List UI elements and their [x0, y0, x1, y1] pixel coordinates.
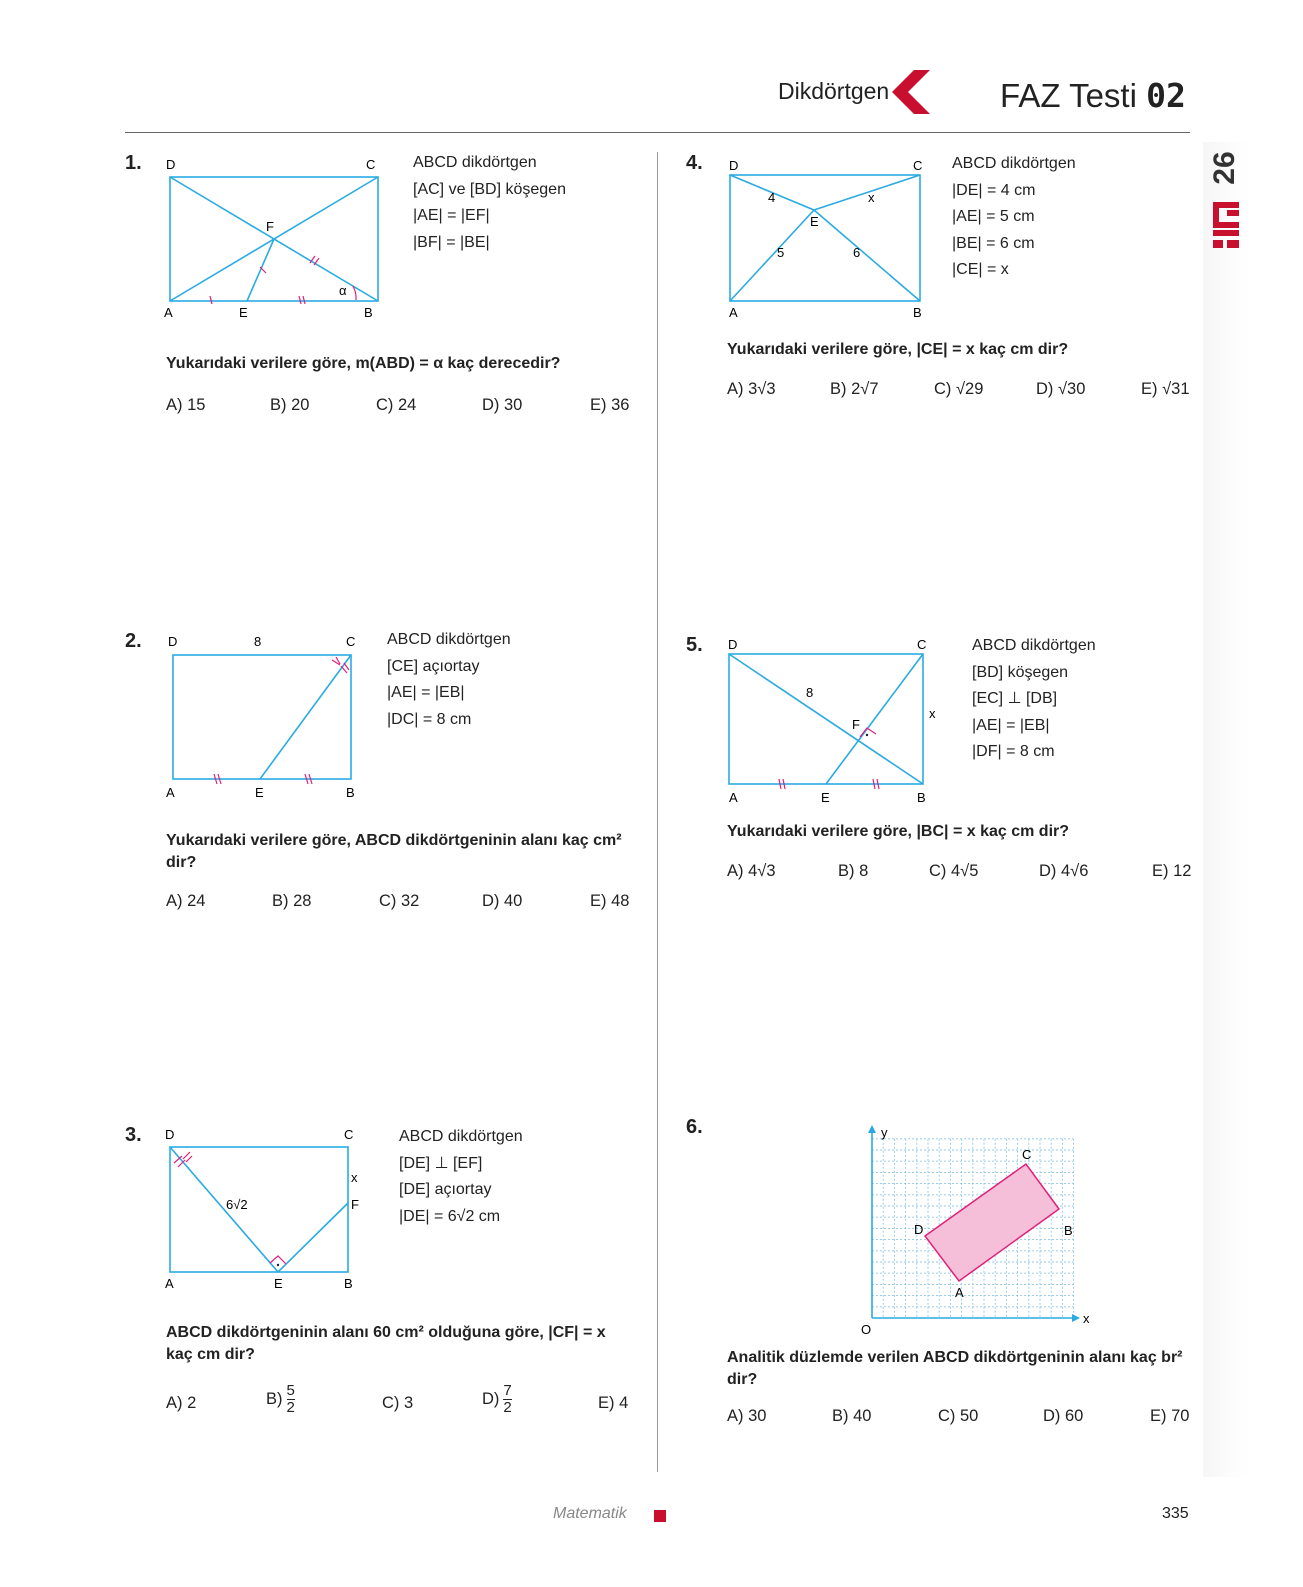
footer-square-icon	[654, 1510, 666, 1522]
option-d[interactable]: D) 30	[482, 396, 523, 414]
label-C: C	[913, 158, 923, 173]
given-item: ABCD dikdörtgen	[413, 154, 537, 171]
label-dc: 8	[254, 634, 262, 649]
label-x: x	[868, 190, 875, 205]
question-number: 5.	[686, 634, 703, 656]
header-chevron-icon	[890, 68, 932, 116]
label-B: B	[346, 785, 355, 800]
label-A: A	[729, 305, 738, 320]
figure-q6	[850, 1120, 1100, 1340]
test-prefix: FAZ Testi	[1000, 77, 1137, 114]
label-de: 6√2	[226, 1197, 248, 1212]
question-number: 4.	[686, 152, 703, 174]
given-item: [DE] ⊥ [EF]	[399, 1154, 483, 1172]
option-d[interactable]: D) √30	[1036, 380, 1086, 398]
given-item: [EC] ⊥ [DB]	[972, 690, 1058, 707]
label-df: 8	[806, 685, 814, 700]
figure-q4	[720, 152, 940, 324]
label-D: D	[728, 637, 738, 652]
given-item: |AE| = |EB|	[972, 716, 1050, 734]
given-list	[387, 627, 511, 733]
option-c[interactable]: C) 3	[382, 1394, 414, 1412]
given-item: |BF| = |BE|	[413, 233, 490, 251]
question-text: Yukarıdaki verilere göre, |CE| = x kaç cm dir?	[727, 341, 1069, 358]
given-item: |AE| = |EB|	[387, 684, 465, 701]
option-c[interactable]: C) 50	[938, 1407, 979, 1425]
label-be: 6	[853, 245, 861, 260]
given-item: ABCD dikdörtgen	[387, 631, 511, 648]
figure-q2	[160, 630, 380, 805]
option-d[interactable]: D) $\frac{7}{2}$	[482, 1382, 512, 1416]
given-item: [AC] ve [BD] köşegen	[413, 180, 566, 198]
option-e[interactable]: E) 48	[590, 892, 630, 910]
page-number: 335	[1162, 1505, 1189, 1522]
label-B: B	[913, 305, 922, 320]
given-item: |AE| = 5 cm	[952, 208, 1035, 225]
label-ae: 5	[777, 245, 785, 260]
label-B: B	[917, 790, 926, 805]
header-divider	[125, 132, 1190, 133]
option-b[interactable]: B) 40	[832, 1407, 872, 1425]
label-E: E	[239, 305, 248, 320]
label-x: x	[929, 706, 936, 721]
label-B: B	[364, 305, 373, 320]
label-F: F	[351, 1197, 359, 1212]
footer-subject: Matematik	[553, 1505, 627, 1522]
label-C: C	[366, 157, 376, 172]
option-a[interactable]: A) 15	[166, 396, 206, 414]
label-E: E	[821, 790, 830, 805]
label-E: E	[810, 214, 819, 229]
given-list	[972, 633, 1096, 766]
given-list	[399, 1124, 523, 1230]
given-item: |DE| = 4 cm	[952, 181, 1036, 199]
given-item: ABCD dikdörtgen	[972, 637, 1096, 654]
question-text: Analitik düzlemde verilen ABCD dikdörtgeninin alanı kaç br² dir?	[727, 1349, 1183, 1388]
label-alpha: α	[339, 283, 347, 298]
header-test-title	[1000, 76, 1186, 115]
test-number: 02	[1146, 76, 1186, 115]
option-a[interactable]: A) 4√3	[727, 862, 776, 880]
given-item: ABCD dikdörtgen	[952, 155, 1076, 172]
label-x: x	[1083, 1311, 1090, 1326]
question-number: 1.	[125, 152, 142, 174]
label-y: y	[881, 1125, 888, 1140]
option-a[interactable]: A) 3√3	[727, 380, 776, 398]
option-c[interactable]: C) 4√5	[929, 862, 979, 880]
option-d[interactable]: D) 40	[482, 892, 523, 910]
given-list	[413, 150, 566, 256]
option-d[interactable]: D) 4√6	[1039, 862, 1089, 880]
page-badge: 26	[1208, 151, 1241, 185]
label-D: D	[165, 1127, 175, 1142]
question-number: 6.	[686, 1116, 703, 1138]
label-C: C	[344, 1127, 354, 1142]
label-B: B	[344, 1276, 353, 1291]
given-item: |CE| = x	[952, 261, 1009, 278]
figure-q5	[720, 632, 950, 810]
label-A: A	[955, 1285, 964, 1300]
option-a[interactable]: A) 2	[166, 1394, 197, 1412]
column-divider	[657, 152, 658, 1472]
header-topic: Dikdörtgen	[778, 78, 890, 104]
faz-logo-icon	[1211, 200, 1241, 250]
option-e[interactable]: E) 70	[1150, 1407, 1190, 1425]
given-item: ABCD dikdörtgen	[399, 1128, 523, 1145]
option-b[interactable]: B) 8	[838, 862, 869, 880]
option-c[interactable]: C) 32	[379, 892, 420, 910]
question-text: Yukarıdaki verilere göre, m(ABD) = α kaç derecedir?	[166, 355, 561, 372]
label-E: E	[274, 1276, 283, 1291]
side-strip	[1203, 142, 1250, 1477]
label-A: A	[164, 305, 173, 320]
option-c[interactable]: C) √29	[934, 380, 984, 398]
label-x: x	[351, 1170, 358, 1185]
option-b[interactable]: B) 2√7	[830, 380, 879, 398]
label-D: D	[729, 158, 739, 173]
given-item: |DC| = 8 cm	[387, 710, 472, 728]
label-de: 4	[768, 190, 776, 205]
question-text: Yukarıdaki verilere göre, |BC| = x kaç cm dir?	[727, 823, 1070, 840]
option-e[interactable]: E) 36	[590, 396, 630, 414]
option-c[interactable]: C) 24	[376, 396, 417, 414]
option-d[interactable]: D) 60	[1043, 1407, 1084, 1425]
option-e[interactable]: E) 4	[598, 1394, 629, 1412]
given-item: |DE| = 6√2 cm	[399, 1207, 501, 1225]
given-item: |DF| = 8 cm	[972, 743, 1055, 760]
label-C: C	[346, 634, 356, 649]
label-D: D	[914, 1222, 924, 1237]
label-A: A	[165, 1276, 174, 1291]
option-a[interactable]: A) 24	[166, 892, 206, 910]
given-item: [DE] açıortay	[399, 1181, 492, 1198]
label-F: F	[852, 717, 860, 732]
label-C: C	[1022, 1147, 1032, 1162]
given-item: [CE] açıortay	[387, 657, 480, 675]
option-e[interactable]: E) √31	[1141, 380, 1190, 398]
figure-q3	[160, 1125, 380, 1297]
label-C: C	[917, 637, 927, 652]
question-text: Yukarıdaki verilere göre, ABCD dikdörtgeninin alanı kaç cm² dir?	[166, 832, 622, 871]
label-F: F	[266, 219, 274, 234]
question-number: 2.	[125, 630, 142, 652]
label-D: D	[166, 157, 176, 172]
given-list	[952, 151, 1076, 284]
given-item: |AE| = |EF|	[413, 207, 490, 224]
label-B: B	[1064, 1223, 1073, 1238]
option-e[interactable]: E) 12	[1152, 862, 1192, 880]
label-A: A	[166, 785, 175, 800]
label-E: E	[255, 785, 264, 800]
figure-q1	[160, 155, 400, 330]
option-b[interactable]: B) 28	[272, 892, 312, 910]
given-item: |BE| = 6 cm	[952, 234, 1035, 252]
option-a[interactable]: A) 30	[727, 1407, 767, 1425]
question-text: ABCD dikdörtgeninin alanı 60 cm² olduğuna göre, |CF| = x kaç cm dir?	[166, 1324, 606, 1363]
label-D: D	[168, 634, 178, 649]
option-b[interactable]: B) $\frac{5}{2}$	[266, 1382, 295, 1416]
option-b[interactable]: B) 20	[270, 396, 310, 414]
given-item: [BD] köşegen	[972, 663, 1069, 681]
question-number: 3.	[125, 1124, 142, 1146]
label-O: O	[861, 1322, 872, 1337]
label-A: A	[729, 790, 738, 805]
